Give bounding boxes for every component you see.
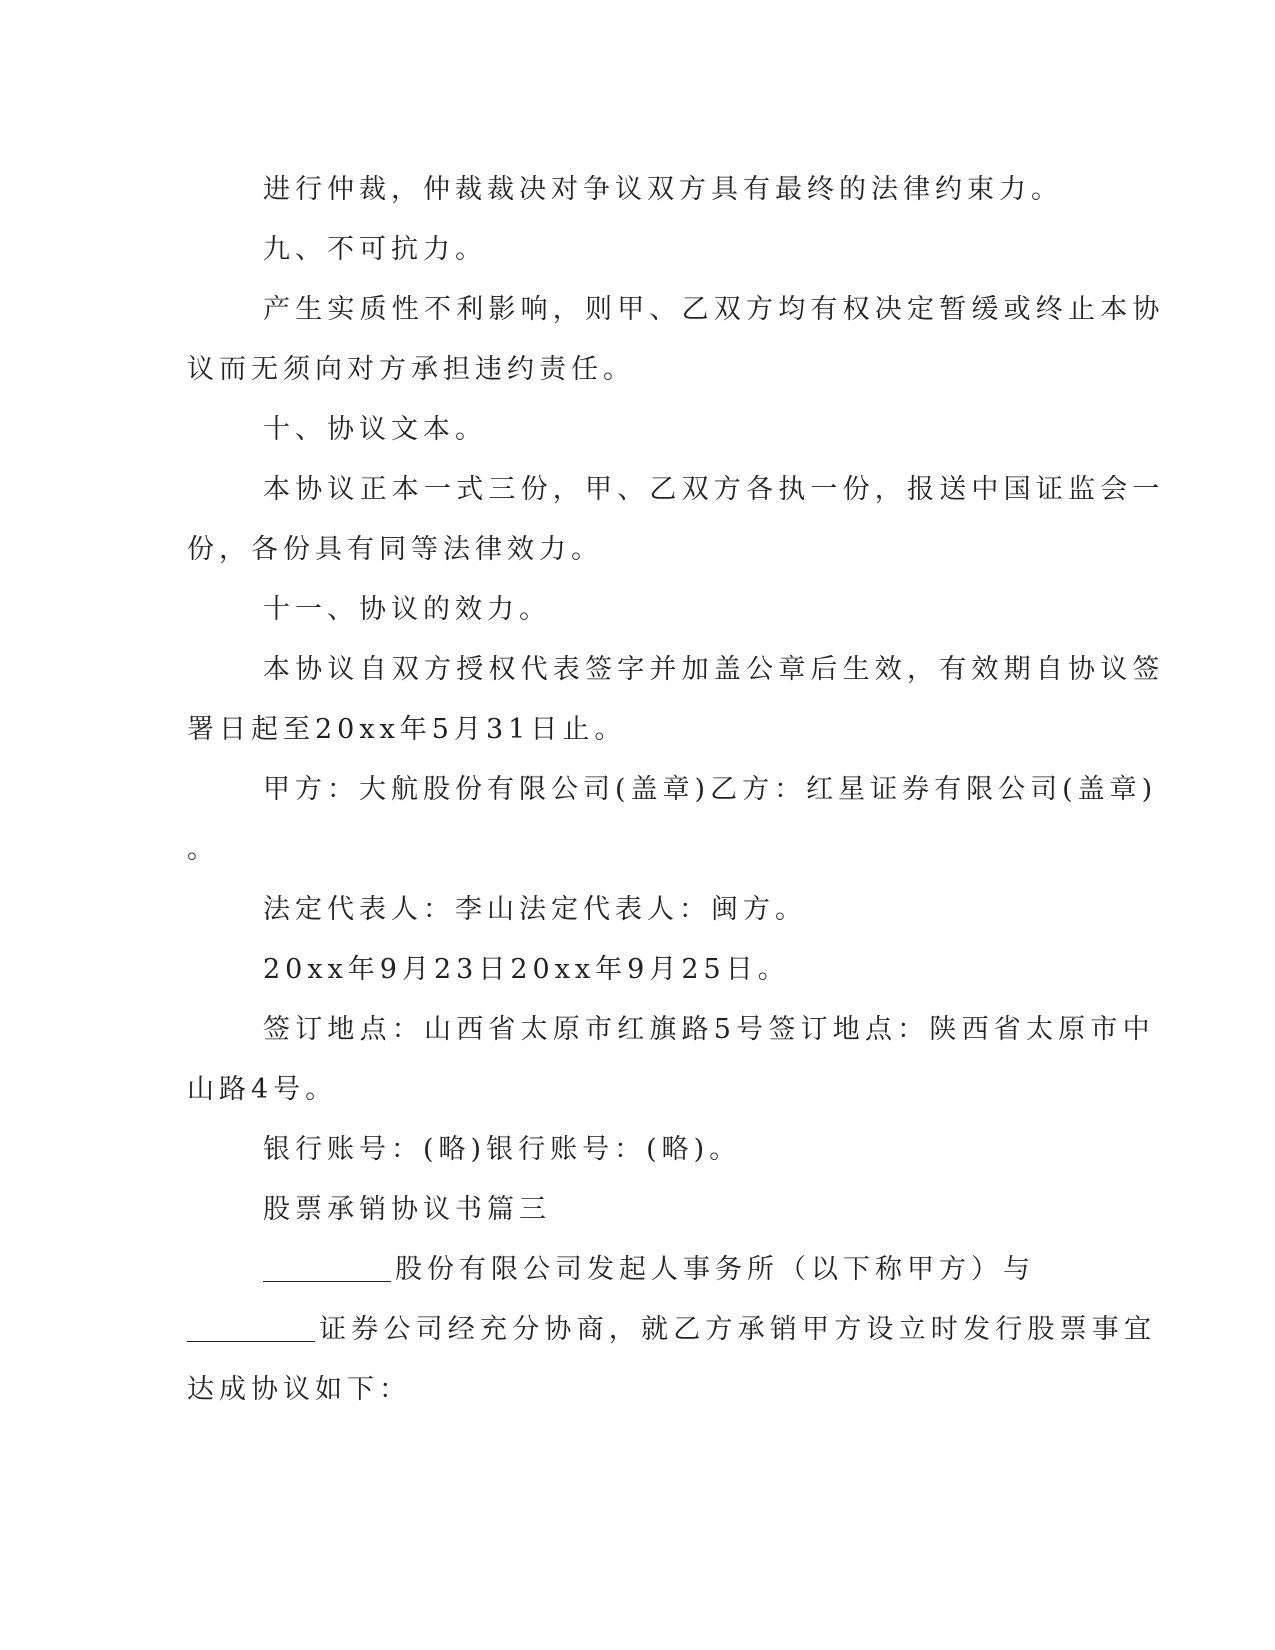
paragraph-line: 产生实质性不利影响，则甲、乙双方均有权决定暂缓或终止本协 (263, 294, 1165, 325)
paragraph-line: 份，各份具有同等法律效力。 (187, 534, 603, 565)
paragraph-text: 证券公司经充分协商，就乙方承销甲方设立时发行股票事宜 (319, 1314, 1157, 1345)
paragraph-line: 。 (187, 834, 219, 865)
date-line: 20xx年9月23日20xx年9月25日。 (263, 954, 790, 985)
paragraph-line: 本协议正本一式三份，甲、乙双方各执一份，报送中国证监会一 (263, 474, 1165, 505)
paragraph-line (187, 1300, 1157, 1360)
bank-account-line: 银行账号：(略)银行账号：(略)。 (263, 1134, 742, 1165)
paragraph-line (187, 1240, 1082, 1300)
paragraph-line: 达成协议如下： (187, 1374, 411, 1405)
paragraph-line: 署日起至20xx年5月31日止。 (187, 714, 627, 745)
section-heading: 九、不可抗力。 (263, 234, 487, 265)
document-body (187, 160, 1165, 1420)
blank-underline (263, 1251, 391, 1282)
paragraph-line: 议而无须向对方承担违约责任。 (187, 354, 635, 385)
paragraph-line: 进行仲裁，仲裁裁决对争议双方具有最终的法律约束力。 (263, 174, 1063, 205)
blank-underline (187, 1311, 315, 1342)
representative-line: 法定代表人：李山法定代表人：闽方。 (263, 894, 807, 925)
address-line: 签订地点：山西省太原市红旗路5号签订地点：陕西省太原市中 (263, 1014, 1155, 1045)
section-title: 股票承销协议书篇三 (263, 1194, 551, 1225)
section-heading: 十一、协议的效力。 (263, 594, 551, 625)
party-line: 甲方：大航股份有限公司(盖章)乙方：红星证券有限公司(盖章) (263, 774, 1158, 805)
paragraph-text: 股份有限公司发起人事务所（以下称甲方）与 (395, 1254, 1035, 1285)
paragraph-line: 本协议自双方授权代表签字并加盖公章后生效，有效期自协议签 (263, 654, 1165, 685)
section-heading: 十、协议文本。 (263, 414, 487, 445)
paragraph-line: 山路4号。 (187, 1074, 338, 1105)
